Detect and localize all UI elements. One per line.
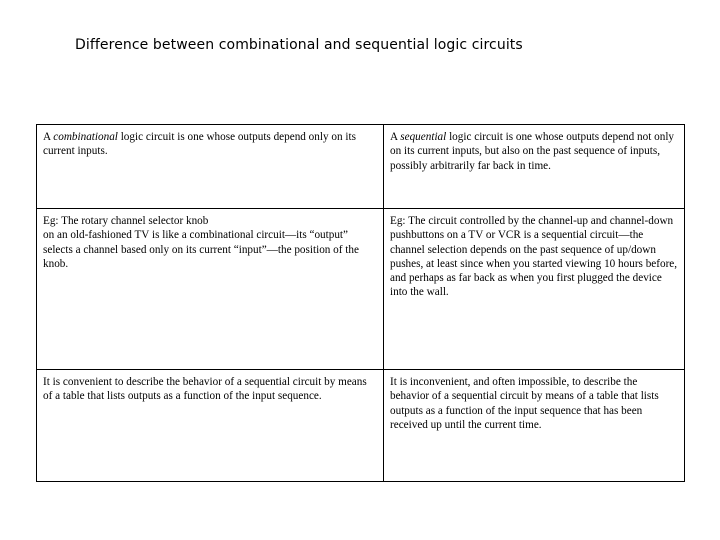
table-row (37, 209, 685, 370)
cell-text-suffix: logic circuit is one whose outputs depend not only on its current inputs, but also on the past sequence of inputs, possibly arbitrarily far back in time. (390, 131, 675, 172)
cell-line: Eg: The rotary channel selector knob (43, 215, 209, 227)
sequential-example-cell (384, 209, 685, 370)
table-row (37, 125, 685, 209)
table-row (37, 370, 685, 482)
cell-text: It is convenient to describe the behavior of a sequential circuit by means of a table that lists outputs as a function of the input sequence. (43, 376, 367, 403)
cell-emphasis: sequential (400, 131, 447, 143)
cell-line: pushbuttons on a TV or VCR is a sequential circuit—the channel selection depends on the past sequence of up/down pushes, at least since when you started viewing 10 hours before, and perhaps as far back as when you first plugged the device into the wall. (390, 229, 678, 299)
cell-line: Eg: The circuit controlled by the channel-up and channel-down (390, 215, 674, 227)
sequential-definition-cell (384, 125, 685, 209)
combinational-example-cell (37, 209, 384, 370)
cell-line: on an old-fashioned TV is like a combinational circuit—its “output” selects a channel based only on its current “input”—the position of the knob. (43, 229, 359, 270)
cell-text-prefix: A (390, 131, 401, 143)
combinational-description-cell (37, 370, 384, 482)
combinational-definition-cell (37, 125, 384, 209)
sequential-description-cell (384, 370, 685, 482)
cell-text-prefix: A (43, 131, 54, 143)
comparison-table (36, 124, 685, 482)
page-title: Difference between combinational and sequential logic circuits (75, 37, 523, 53)
cell-text: It is inconvenient, and often impossible, to describe the behavior of a sequential circuit by means of a table that lists outputs as a function of the input sequence that has been received up until the current time. (390, 376, 659, 431)
cell-text-suffix: logic circuit is one whose outputs depend only on its current inputs. (43, 131, 356, 158)
cell-emphasis: combinational (53, 131, 118, 143)
